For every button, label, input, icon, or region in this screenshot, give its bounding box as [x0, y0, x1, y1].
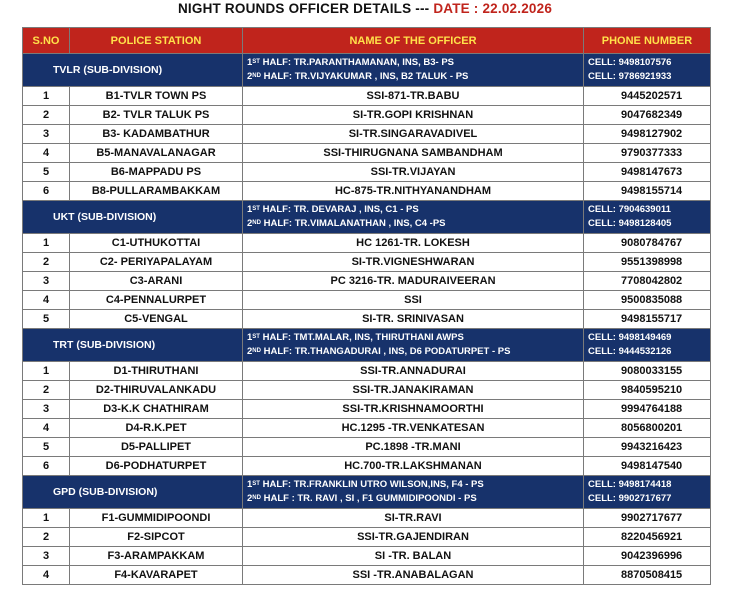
second-half-number: 2 — [247, 71, 253, 82]
first-half-officer — [247, 331, 583, 345]
division-name: TVLR (SUB-DIVISION) — [23, 54, 243, 87]
division-row — [23, 54, 711, 87]
police-station: B1-TVLR TOWN PS — [70, 87, 243, 106]
serial-number: 4 — [23, 144, 70, 163]
police-station: D4-R.K.PET — [70, 419, 243, 438]
police-station: F1-GUMMIDIPOONDI — [70, 509, 243, 528]
officer-name: SSI-TR.ANNADURAI — [243, 362, 584, 381]
officer-name: SSI-871-TR.BABU — [243, 87, 584, 106]
serial-number: 3 — [23, 547, 70, 566]
header-officer: NAME OF THE OFFICER — [243, 28, 584, 54]
police-station: C2- PERIYAPALAYAM — [70, 253, 243, 272]
table-body — [23, 54, 711, 585]
serial-number: 1 — [23, 362, 70, 381]
division-name: GPD (SUB-DIVISION) — [23, 476, 243, 509]
first-half-officer — [247, 203, 583, 217]
police-station: C3-ARANI — [70, 272, 243, 291]
table-row — [23, 362, 711, 381]
phone-number: 9943216423 — [584, 438, 711, 457]
police-station: D2-THIRUVALANKADU — [70, 381, 243, 400]
phone-number: 9902717677 — [584, 509, 711, 528]
officer-name: SI-TR.RAVI — [243, 509, 584, 528]
title-date: DATE : 22.02.2026 — [433, 1, 553, 16]
serial-number: 1 — [23, 87, 70, 106]
officer-name: HC 1261-TR. LOKESH — [243, 234, 584, 253]
second-half-text: HALF: TR.VIJYAKUMAR , INS, B2 TALUK - PS — [260, 71, 469, 82]
serial-number: 1 — [23, 509, 70, 528]
serial-number: 2 — [23, 253, 70, 272]
first-half-suffix: ST — [252, 334, 260, 340]
division-row — [23, 476, 711, 509]
officer-name: SI-TR.VIGNESHWARAN — [243, 253, 584, 272]
first-half-suffix: ST — [252, 481, 260, 487]
table-row — [23, 509, 711, 528]
phone-number: 9551398998 — [584, 253, 711, 272]
second-half-officer — [247, 345, 583, 359]
phone-number: 9498147673 — [584, 163, 711, 182]
second-half-suffix: ND — [252, 495, 261, 501]
second-half-number: 2 — [247, 346, 253, 357]
table-row — [23, 182, 711, 201]
table-header — [23, 28, 711, 54]
serial-number: 4 — [23, 566, 70, 585]
officer-name: HC-875-TR.NITHYANANDHAM — [243, 182, 584, 201]
officer-name: SSI — [243, 291, 584, 310]
officer-name: PC 3216-TR. MADURAIVEERAN — [243, 272, 584, 291]
phone-number: 7708042802 — [584, 272, 711, 291]
phone-number: 9790377333 — [584, 144, 711, 163]
police-station: D5-PALLIPET — [70, 438, 243, 457]
police-station: F3-ARAMPAKKAM — [70, 547, 243, 566]
table-row — [23, 381, 711, 400]
table-row — [23, 291, 711, 310]
division-cell-numbers — [584, 329, 711, 362]
table-row — [23, 438, 711, 457]
phone-number: 9080033155 — [584, 362, 711, 381]
phone-number: 8056800201 — [584, 419, 711, 438]
first-half-officer — [247, 56, 583, 70]
second-half-text: HALF: TR.THANGADURAI , INS, D6 PODATURPET - PS — [260, 346, 511, 357]
title-main: NIGHT ROUNDS OFFICER DETAILS --- — [177, 1, 434, 16]
division-halves — [243, 329, 584, 362]
first-half-number: 1 — [247, 204, 253, 215]
officer-name: HC.700-TR.LAKSHMANAN — [243, 457, 584, 476]
serial-number: 4 — [23, 291, 70, 310]
table-row — [23, 253, 711, 272]
serial-number: 5 — [23, 163, 70, 182]
police-station: D6-PODHATURPET — [70, 457, 243, 476]
serial-number: 6 — [23, 182, 70, 201]
second-half-cell: CELL: 9902717677 — [588, 493, 672, 504]
police-station: B3- KADAMBATHUR — [70, 125, 243, 144]
phone-number: 9042396996 — [584, 547, 711, 566]
second-half-text: HALF: TR.VIMALANATHAN , INS, C4 -PS — [260, 218, 446, 229]
phone-number: 9840595210 — [584, 381, 711, 400]
officer-name: SI-TR.SINGARAVADIVEL — [243, 125, 584, 144]
first-half-cell: CELL: 9498149469 — [588, 332, 672, 343]
serial-number: 6 — [23, 457, 70, 476]
division-halves — [243, 201, 584, 234]
table-row — [23, 547, 711, 566]
police-station: F2-SIPCOT — [70, 528, 243, 547]
table-row — [23, 400, 711, 419]
serial-number: 1 — [23, 234, 70, 253]
serial-number: 2 — [23, 381, 70, 400]
police-station: F4-KAVARAPET — [70, 566, 243, 585]
officer-name: SSI-TR.VIJAYAN — [243, 163, 584, 182]
serial-number: 5 — [23, 438, 70, 457]
first-half-text: HALF: TMT.MALAR, INS, THIRUTHANI AWPS — [259, 332, 464, 343]
table-row — [23, 457, 711, 476]
second-half-officer — [247, 492, 583, 506]
second-half-text: HALF : TR. RAVI , SI , F1 GUMMIDIPOONDI - PS — [260, 493, 477, 504]
serial-number: 3 — [23, 125, 70, 144]
second-half-suffix: ND — [252, 220, 261, 226]
table-row — [23, 272, 711, 291]
table-row — [23, 125, 711, 144]
serial-number: 5 — [23, 310, 70, 329]
first-half-number: 1 — [247, 57, 253, 68]
second-half-cell: CELL: 9498128405 — [588, 218, 672, 229]
division-row — [23, 329, 711, 362]
second-half-number: 2 — [247, 493, 253, 504]
phone-number: 9445202571 — [584, 87, 711, 106]
second-half-cell: CELL: 9444532126 — [588, 346, 672, 357]
phone-number: 9994764188 — [584, 400, 711, 419]
officer-name: SI -TR. BALAN — [243, 547, 584, 566]
first-half-number: 1 — [247, 479, 253, 490]
table-row — [23, 163, 711, 182]
first-half-number: 1 — [247, 332, 253, 343]
second-half-officer — [247, 70, 583, 84]
phone-number: 9498127902 — [584, 125, 711, 144]
officer-name: SSI -TR.ANABALAGAN — [243, 566, 584, 585]
phone-number: 9498147540 — [584, 457, 711, 476]
second-half-cell: CELL: 9786921933 — [588, 71, 672, 82]
division-halves — [243, 54, 584, 87]
division-cell-numbers — [584, 476, 711, 509]
second-half-number: 2 — [247, 218, 253, 229]
division-cell-numbers — [584, 54, 711, 87]
officer-name: HC.1295 -TR.VENKATESAN — [243, 419, 584, 438]
phone-number: 9500835088 — [584, 291, 711, 310]
serial-number: 3 — [23, 272, 70, 291]
first-half-cell: CELL: 9498107576 — [588, 57, 672, 68]
page-title — [0, 0, 730, 20]
police-station: C5-VENGAL — [70, 310, 243, 329]
second-half-suffix: ND — [252, 73, 261, 79]
serial-number: 3 — [23, 400, 70, 419]
serial-number: 2 — [23, 528, 70, 547]
officer-name: SSI-TR.JANAKIRAMAN — [243, 381, 584, 400]
phone-number: 9080784767 — [584, 234, 711, 253]
police-station: C1-UTHUKOTTAI — [70, 234, 243, 253]
police-station: D1-THIRUTHANI — [70, 362, 243, 381]
first-half-text: HALF: TR. DEVARAJ , INS, C1 - PS — [259, 204, 419, 215]
second-half-suffix: ND — [252, 348, 261, 354]
table-row — [23, 87, 711, 106]
first-half-officer — [247, 478, 583, 492]
police-station: B8-PULLARAMBAKKAM — [70, 182, 243, 201]
table-row — [23, 566, 711, 585]
police-station: B2- TVLR TALUK PS — [70, 106, 243, 125]
division-name: UKT (SUB-DIVISION) — [23, 201, 243, 234]
phone-number: 8220456921 — [584, 528, 711, 547]
table-row — [23, 310, 711, 329]
first-half-suffix: ST — [252, 206, 260, 212]
phone-number: 9498155714 — [584, 182, 711, 201]
second-half-officer — [247, 217, 583, 231]
officer-name: SSI-TR.KRISHNAMOORTHI — [243, 400, 584, 419]
first-half-suffix: ST — [252, 59, 260, 65]
table-row — [23, 234, 711, 253]
police-station: B6-MAPPADU PS — [70, 163, 243, 182]
header-station: POLICE STATION — [70, 28, 243, 54]
first-half-text: HALF: TR.FRANKLIN UTRO WILSON,INS, F4 - PS — [259, 479, 484, 490]
header-phone: PHONE NUMBER — [584, 28, 711, 54]
officer-name: SSI-TR.GAJENDIRAN — [243, 528, 584, 547]
table-row — [23, 106, 711, 125]
table-row — [23, 144, 711, 163]
phone-number: 8870508415 — [584, 566, 711, 585]
division-halves — [243, 476, 584, 509]
phone-number: 9498155717 — [584, 310, 711, 329]
first-half-cell: CELL: 9498174418 — [588, 479, 672, 490]
first-half-cell: CELL: 7904639011 — [588, 204, 671, 215]
first-half-text: HALF: TR.PARANTHAMANAN, INS, B3- PS — [259, 57, 455, 68]
table-row — [23, 528, 711, 547]
table-row — [23, 419, 711, 438]
serial-number: 2 — [23, 106, 70, 125]
serial-number: 4 — [23, 419, 70, 438]
division-row — [23, 201, 711, 234]
police-station: B5-MANAVALANAGAR — [70, 144, 243, 163]
division-cell-numbers — [584, 201, 711, 234]
officer-name: SI-TR.GOPI KRISHNAN — [243, 106, 584, 125]
header-sno: S.NO — [23, 28, 70, 54]
officer-table — [22, 27, 711, 585]
officer-table-container — [22, 27, 710, 585]
police-station: C4-PENNALURPET — [70, 291, 243, 310]
division-name: TRT (SUB-DIVISION) — [23, 329, 243, 362]
phone-number: 9047682349 — [584, 106, 711, 125]
officer-name: PC.1898 -TR.MANI — [243, 438, 584, 457]
officer-name: SI-TR. SRINIVASAN — [243, 310, 584, 329]
police-station: D3-K.K CHATHIRAM — [70, 400, 243, 419]
officer-name: SSI-THIRUGNANA SAMBANDHAM — [243, 144, 584, 163]
